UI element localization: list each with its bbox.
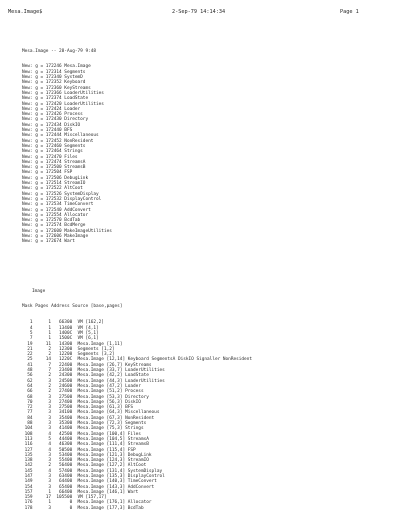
table-title: Image (32, 288, 46, 294)
global-frame-line: New: g = 172452 NonResident (22, 138, 94, 144)
global-frame-line: New: g = 172506 DebugLink (22, 175, 89, 181)
global-frame-line: New: g = 172674 Wart (22, 239, 75, 245)
global-frame-line: New: g = 172532 DisplayControl (22, 196, 102, 202)
table-row: 22 2 12200 Segments [3,2] (22, 352, 115, 358)
global-frame-line: New: g = 172522 AltCoot (22, 186, 83, 192)
table-row: 84 3 35400 Mesa.Image [67,3] NonResident (22, 415, 155, 421)
table-rows (22, 320, 252, 511)
table-row: 19 11 14300 Mesa.Image [1,11] (22, 341, 123, 347)
table-row: 145 4 57400 Mesa.Image [131,4] SystemDisplay (22, 468, 163, 474)
image-table-section (22, 278, 252, 522)
table-row: 116 4 46300 Mesa.Image [111,4] StreamsB (22, 442, 149, 448)
table-row: 66 2 27400 Mesa.Image [51,2] Process (22, 389, 144, 395)
global-frame-line: New: g = 172314 Segments (22, 69, 86, 75)
table-row: 149 3 64400 Mesa.Image [140,3] TimeConvert (22, 479, 157, 485)
global-frame-line: New: g = 172504 FSP (22, 170, 73, 176)
global-frame-line: New: g = 172424 Loader (22, 106, 81, 112)
table-row: 64 2 24600 Mesa.Image [47,2] Loader (22, 383, 141, 389)
table-row: 62 3 24500 Mesa.Image [44,3] LoaderUtilities (22, 378, 165, 384)
image-title: Mesa.Image -- 28-Aug-79 9:48 (22, 48, 97, 54)
table-row: 154 3 65400 Mesa.Image [143,3] AddConvert (22, 484, 155, 490)
table-row: 138 3 55400 Mesa.Image [124,3] StreamIO (22, 458, 149, 464)
table-column-header: Mask Pages Address Source [base,pages] (22, 304, 123, 310)
table-row: 147 3 63400 Mesa.Image [135,3] DisplayControl (22, 473, 165, 479)
header-page-number: Page 1 (340, 9, 359, 15)
global-frame-line: New: g = 172600 MakeImageUtilities (22, 228, 112, 234)
table-row: 68 3 27500 Mesa.Image [53,3] Directory (22, 394, 149, 400)
table-row: 178 3 0 Mesa.Image [177,3] BcdTab (22, 505, 144, 511)
global-frame-line: New: g = 172426 Process (22, 112, 83, 118)
table-row: 48 7 23400 Mesa.Image [33,7] LoaderUtilities (22, 368, 165, 374)
global-frame-line: New: g = 172340 SystemD (22, 75, 83, 81)
table-row: 104 3 41400 Mesa.Image [75,3] Strings (22, 426, 144, 432)
table-row: 108 4 42500 Mesa.Image [100,4] Files (22, 431, 141, 437)
global-frame-line: New: g = 172434 DiskIO (22, 122, 81, 128)
global-frame-line: New: g = 172514 StreamIO (22, 181, 86, 187)
global-frame-line: New: g = 172374 LoadState (22, 96, 89, 102)
header-filename: Mesa.Image$ (8, 9, 43, 15)
table-row: 41 7 22400 Mesa.Image [26,7] KeyStreams (22, 362, 152, 368)
global-frame-line: New: g = 172352 Keyboard (22, 80, 86, 86)
table-row: 113 5 44400 Mesa.Image [104,5] StreamsA (22, 436, 149, 442)
table-row: 1 1 66300 VM [162,2] (22, 320, 104, 326)
global-frame-line: New: g = 172534 TimeConvert (22, 202, 94, 208)
global-frame-line: New: g = 172606 MakeImage (22, 233, 89, 239)
table-row: 7 1 1500C VM [6,1] (22, 336, 99, 342)
table-row: 157 1 66400 Mesa.Image [146,1] Wart (22, 489, 139, 495)
table-row: 70 3 27400 Mesa.Image [56,3] DiskIO (22, 399, 141, 405)
global-frame-line: New: g = 172246 Mesa.Image (22, 64, 91, 70)
global-frame-line: New: g = 172470 Files (22, 154, 78, 160)
global-frame-line: New: g = 172540 AddConvert (22, 207, 91, 213)
table-row: 21 2 12300 Segments [1,2] (22, 346, 115, 352)
table-row: 4 1 13400 VM [4,1] (22, 325, 99, 331)
table-row: 72 3 27500 Mesa.Image [61,3] BFS (22, 405, 134, 411)
global-frame-line: New: g = 172526 SystemDisplay (22, 191, 99, 197)
global-frame-line: New: g = 172570 BcdTab (22, 218, 81, 224)
table-row: 25 14 1220C Mesa.Image [12,14] Keyboard SegmentsA DiskIO Signaller NonResident (22, 357, 252, 363)
table-row: 127 4 50500 Mesa.Image [115,4] FSP (22, 447, 136, 453)
global-frame-line: New: g = 172574 BcdMerge (22, 223, 86, 229)
header-timestamp: 2-Sep-79 14:14:34 (172, 9, 226, 15)
table-row: 142 2 56400 Mesa.Image [127,2] AltCoot (22, 463, 147, 469)
global-frame-line: New: g = 172474 StreamsA (22, 159, 86, 165)
table-row: 176 1 0 Mesa.Image [176,1] Allocator (22, 500, 152, 506)
global-frame-line: New: g = 172420 LoaderUtilities (22, 101, 104, 107)
global-frame-line: New: g = 172444 Miscellaneous (22, 133, 99, 139)
global-frame-line: New: g = 172366 LoaderUtilities (22, 90, 104, 96)
globals-list (22, 64, 112, 244)
global-frame-line: New: g = 172554 Allocator (22, 212, 89, 218)
global-frame-line: New: g = 172500 StreamsB (22, 165, 86, 171)
global-frame-line: New: g = 172430 Directory (22, 117, 89, 123)
image-globals-section (22, 38, 112, 255)
table-row: 56 2 24300 Mesa.Image [42,2] LoadState (22, 373, 149, 379)
global-frame-line: New: g = 172360 KeyStreams (22, 85, 91, 91)
global-frame-line: New: g = 172464 Strings (22, 149, 83, 155)
table-row: 5 1 1400C VM [5,1] (22, 330, 99, 336)
global-frame-line: New: g = 172460 Segments (22, 143, 86, 149)
table-row: 77 3 34100 Mesa.Image [64,3] Miscellaneous (22, 410, 160, 416)
global-frame-line: New: g = 172440 BFS (22, 128, 73, 134)
table-row: 159 17 105500 VM [157,17] (22, 495, 107, 501)
table-row: 135 3 53400 Mesa.Image [121,3] DebugLink (22, 452, 152, 458)
table-row: 88 3 35300 Mesa.Image [72,3] Segments (22, 421, 147, 427)
